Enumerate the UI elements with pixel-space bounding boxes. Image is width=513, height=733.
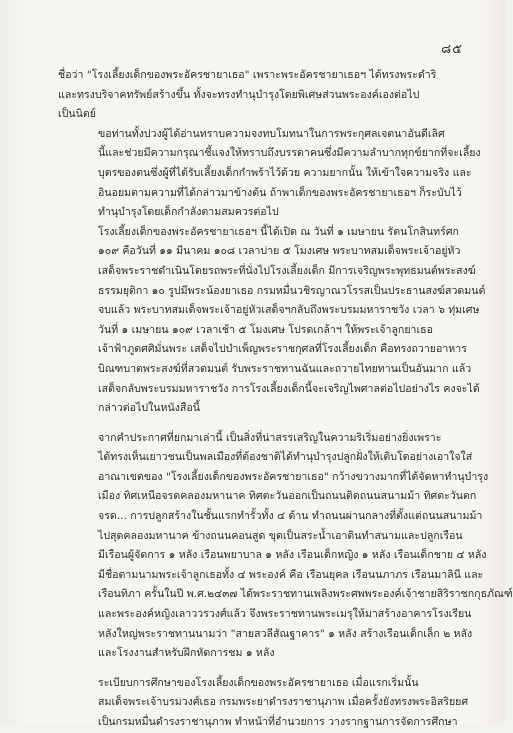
text-line: อินอยมตามความที่ได้กล่าวมาข้างต้น ถ้าพาเด็กของพระอัครชายาเธอฯ ก็ระบับไว้: [98, 186, 462, 199]
text-line: วันที่ ๑ เมษายน ๑๐๙ เวลาเช้า ๕ โมงเศษ โปรดเกล้าฯ ให้พระเจ้าลูกยาเธอ: [98, 323, 433, 336]
text-line: จรด... การปลูกสร้างในชั้นแรกทำรั้วทั้ง ๔ ด้าน ทำถนนผ่านกลางที่ตั้งแต่ถนนสนามม้า: [98, 510, 483, 523]
text-line: ไปสุดคลองมหานาค ข้างถนนคอนสูด ขุดเป็นสระน้ำเอาดินทำสนามและปลูกเรือน: [98, 529, 463, 542]
body-text: [58, 66, 513, 733]
text-line: เมือง ทิศเหนือจรดคลองมหานาค ทิศตะวันออกเป็นถนนติดถนนสนามม้า ทิศตะวันตก: [98, 490, 477, 503]
text-line: บิณฑบาตพระสงฆ์ที่สวดมนต์ รับพระราชทานฉันและถวายไทยทานเป็นอันมาก แล้ว: [98, 362, 472, 375]
text-line: จากคำประกาศที่ยกมาเล่านี้ เป็นสิ่งที่น่าสรรเสริญในความริเริ่มอย่างยิ่งเพราะ: [98, 431, 442, 444]
text-line: นี้และช่วยมีความกรุณาชี้แจงให้ทราบถึงบรรดาคนซึ่งมีความลำบากทุกข์ยากที่จะเลี้ยง: [98, 147, 481, 160]
text-line: ชื่อว่า "โรงเลี้ยงเด็กของพระอัครชายาเธอ" เพราะพระอัครชายาเธอฯ ได้ทรงพระดำริ: [58, 69, 437, 81]
page-number: ๘๕: [441, 42, 463, 57]
text-line: หลังใหญ่พระราชทานนามว่า "สายสวลีสัณฐาคาร" ๑ หลัง สร้างเรือนเด็กเล็ก ๒ หลัง: [98, 627, 473, 640]
text-line: ทำนุบำรุงโดยเด็กกำลังตามสมควรต่อไป: [98, 206, 279, 219]
text-line: บุตรของตนซึ่งผู้ที่ได้รับเลี้ยงเด็กกำพร้าไว้ด้วย ความยากนั้น ให้เข้าใจความจริง และ: [98, 166, 472, 179]
text-line: ระเบียบการศึกษาของโรงเลี้ยงเด็กของพระอัครชายาเธอ เมื่อแรกเริ่มนั้น: [98, 676, 419, 689]
text-line: กล่าวต่อไปในหนังสือนี้: [98, 402, 200, 415]
text-line: สมเด็จพระเจ้าบรมวงศ์เธอ กรมพระยาดำรงราชานุภาพ เมื่อครั้งยังทรงพระอิสริยยศ: [98, 696, 469, 709]
paragraph-2: [58, 125, 481, 223]
paragraph-1: [58, 66, 458, 125]
text-line: ๑๐๙ คือวันที่ ๑๑ มีนาคม ๑๐๘ เวลาบ่าย ๕ โมงเศษ พระบาทสมเด็จพระเจ้าอยู่หัว: [98, 245, 461, 258]
text-line: โรงเลี้ยงเด็กของพระอัครชายาเธอฯ นี้ได้เปิด ณ วันที่ ๑ เมษายน รัตนโกสินทร์ศก: [98, 225, 459, 238]
text-line: เสด็จพระราชดำเนินโดยรถพระที่นั่งไปโรงเลี้ยงเด็ก มีการเจริญพระพุทธมนต์พระสงฆ์: [98, 264, 476, 277]
text-line: ขอท่านทั้งปวงผู้ได้อ่านทราบความจงทบโมทนาในการพระกุศลเจตนาอันดีเลิศ: [98, 127, 445, 140]
text-line: เจ้าฟ้าภูตศศิมั่นพระ เสด็จไปบำเพ็ญพระราชกุศลที่โรงเลี้ยงเด็ก คือทรงถวายอาหาร: [98, 343, 467, 356]
text-line: อาณาเขตของ "โรงเลี้ยงเด็กของพระอัครชายาเธอ" กว้างขวางมากที่ได้จัดหาทำนุบำรุง: [98, 470, 489, 483]
text-line: และทรงบริจาคทรัพย์สร้างขึ้น ทั้งจะทรงทำนุบำรุงโดยพิเศษส่วนพระองค์เองต่อไป: [58, 88, 420, 101]
text-line: มีชื่อตามนามพระเจ้าลูกเธอทั้ง ๔ พระองค์ คือ เรือนยุคล เรือนนภาภร เรือนมาลินี และ: [98, 568, 484, 581]
paragraph-5: [58, 429, 513, 664]
text-line: จบแล้ว พระบาทสมเด็จพระเจ้าอยู่หัวเสด็จฯกลับถึงพระบรมมหาราชวัง เวลา ๖ ทุ่มเศษ: [98, 304, 480, 317]
text-line: เรือนทิภา ครั้นในปี พ.ศ.๒๔๓๗ ได้พระราชทานเพลิงพระศพพระองค์เจ้าชายสิริราชกกุธภัณฑ์: [98, 588, 513, 601]
text-line: และโรงงานสำหรับฝึกหัดการชม ๑ หลัง: [98, 647, 275, 660]
paragraph-4: [58, 321, 480, 419]
paragraph-6: [58, 674, 469, 733]
text-line: มีเรือนผู้จัดการ ๑ หลัง เรือนพยาบาล ๑ หลัง เรือนเด็กหญิง ๑ หลัง เรือนเด็กชาย ๔ หลัง: [98, 549, 487, 562]
paragraph-3: [58, 223, 486, 321]
text-line: เป็นกรมหมื่นดำรงราชานุภาพ ทำหน้าที่อำนวยการ วางรากฐานการจัดการศึกษา: [98, 716, 458, 728]
text-line: เสด็จกลับพระบรมมหาราชวัง การโรงเลี้ยงเด็กนี้จะเจริญไพศาลต่อไปอย่างไร คงจะได้: [98, 382, 480, 395]
text-line: ได้ทรงเห็นเยาวชนเป็นพลเมืองที่ต้องชาติได้ทำนุบำรุงปลูกฝั่งให้เติบโตอย่างเอาใจใส่: [98, 451, 473, 464]
text-line: ธรรมยุติกา ๑๐ รูปมีพระน้องยาเธอ กรมหมื่นวชิรญาณวโรรสเป็นประธานสงฆ์สวดมนต์: [98, 284, 486, 297]
text-line: และพระองค์หญิงเลาววรวงศ์แล้ว จึงพระราชทานพระเมรุให้มาสร้างอาคารโรงเรียน: [98, 608, 472, 621]
text-line: เป็นนิตย์: [58, 108, 96, 121]
